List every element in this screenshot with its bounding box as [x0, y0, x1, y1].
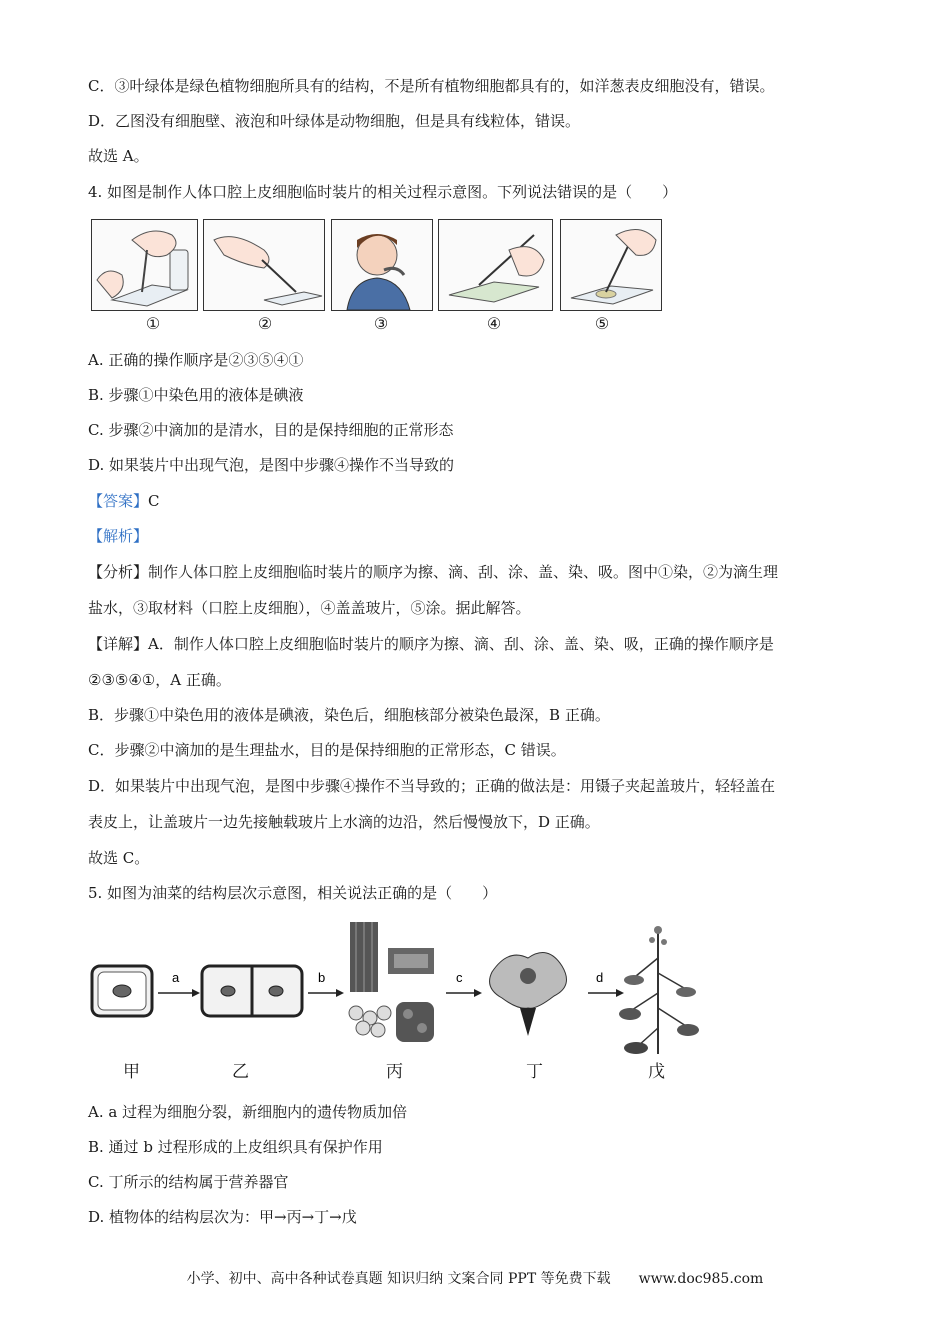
text-line: ②③⑤④①，A 正确。 — [88, 671, 231, 689]
step-label: ② — [257, 314, 273, 333]
option-c: C. 步骤②中滴加的是清水，目的是保持细胞的正常形态 — [88, 421, 454, 439]
step-label: ④ — [486, 314, 502, 333]
text-line: 【分析】制作人体口腔上皮细胞临时装片的顺序为擦、滴、刮、涂、盖、染、吸。图中①染，②为滴生理 — [88, 563, 779, 581]
arrow-label-a: a — [172, 970, 180, 985]
question-5-title: 5. 如图为油菜的结构层次示意图，相关说法正确的是（ ） — [88, 884, 498, 902]
analysis-tag: 【解析】 — [88, 527, 149, 545]
two-cells — [202, 966, 302, 1016]
option-d: D. 如果装片中出现气泡，是图中步骤④操作不当导致的 — [88, 456, 455, 474]
step-5-image — [560, 219, 662, 311]
text-line: B．步骤①中染色用的液体是碘液，染色后，细胞核部分被染色最深，B 正确。 — [88, 706, 610, 724]
answer-line — [88, 491, 160, 511]
cover-slip-illustration — [439, 220, 552, 310]
scraping-cheek-illustration — [332, 220, 432, 310]
text-line: D．乙图没有细胞壁、液泡和叶绿体是动物细胞，但是具有线粒体，错误。 — [88, 112, 581, 130]
text-line: 表皮上，让盖玻片一边先接触载玻片上水滴的边沿，然后慢慢放下，D 正确。 — [88, 813, 600, 831]
option-c: C. 丁所示的结构属于营养器官 — [88, 1173, 289, 1191]
flower — [490, 953, 567, 1036]
text-line: 【详解】A．制作人体口腔上皮细胞临时装片的顺序为擦、滴、刮、涂、盖、染、吸，正确的操作顺序是 — [88, 635, 774, 653]
tissues — [349, 922, 434, 1042]
single-cell — [92, 966, 152, 1016]
dropping-saline-illustration — [204, 220, 324, 310]
text-line: 故选 A。 — [88, 147, 149, 165]
stage-label: 丙 — [386, 1062, 403, 1082]
stage-label: 丁 — [526, 1062, 543, 1082]
option-a: A. a 过程为细胞分裂，新细胞内的遗传物质加倍 — [88, 1103, 408, 1121]
whole-plant — [619, 926, 699, 1054]
stage-label: 乙 — [232, 1062, 249, 1082]
question-4-title: 4. 如图是制作人体口腔上皮细胞临时装片的相关过程示意图。下列说法错误的是（ ） — [88, 183, 678, 201]
stage-label: 甲 — [123, 1062, 140, 1082]
option-a: A. 正确的操作顺序是②③⑤④① — [88, 351, 304, 369]
step-label: ③ — [373, 314, 389, 333]
arrow-label-b: b — [318, 970, 326, 985]
step-1-image — [91, 219, 198, 311]
option-d: D. 植物体的结构层次为：甲→丙→丁→戊 — [88, 1208, 357, 1226]
page-footer: 小学、初中、高中各种试卷真题 知识归纳 文案合同 PPT 等免费下载 www.doc985.com — [186, 1271, 764, 1287]
step-2-image — [203, 219, 325, 311]
option-b: B. 通过 b 过程形成的上皮组织具有保护作用 — [88, 1138, 383, 1156]
arrow-label-d: d — [596, 970, 604, 985]
step-4-image — [438, 219, 553, 311]
answer-tag: 【答案】 — [88, 492, 149, 510]
smearing-illustration — [561, 220, 661, 310]
answer-value: C — [148, 492, 160, 510]
step-label: ⑤ — [594, 314, 610, 333]
step-3-image — [331, 219, 433, 311]
step-label: ① — [145, 314, 161, 333]
text-line: C．③叶绿体是绿色植物细胞所具有的结构，不是所有植物细胞都具有的，如洋葱表皮细胞没有，错误。 — [88, 77, 775, 95]
option-b: B. 步骤①中染色用的液体是碘液 — [88, 386, 304, 404]
text-line: 盐水，③取材料（口腔上皮细胞），④盖盖玻片，⑤涂。据此解答。 — [88, 599, 531, 617]
stage-label: 戊 — [648, 1062, 665, 1082]
staining-illustration — [92, 220, 197, 310]
arrow-label-c: c — [456, 970, 463, 985]
structure-level-diagram — [88, 918, 708, 1062]
text-line: C．步骤②中滴加的是生理盐水，目的是保持细胞的正常形态，C 错误。 — [88, 741, 566, 759]
text-line: 故选 C。 — [88, 849, 150, 867]
text-line: D．如果装片中出现气泡，是图中步骤④操作不当导致的；正确的做法是：用镊子夹起盖玻片，轻轻盖在 — [88, 777, 776, 795]
